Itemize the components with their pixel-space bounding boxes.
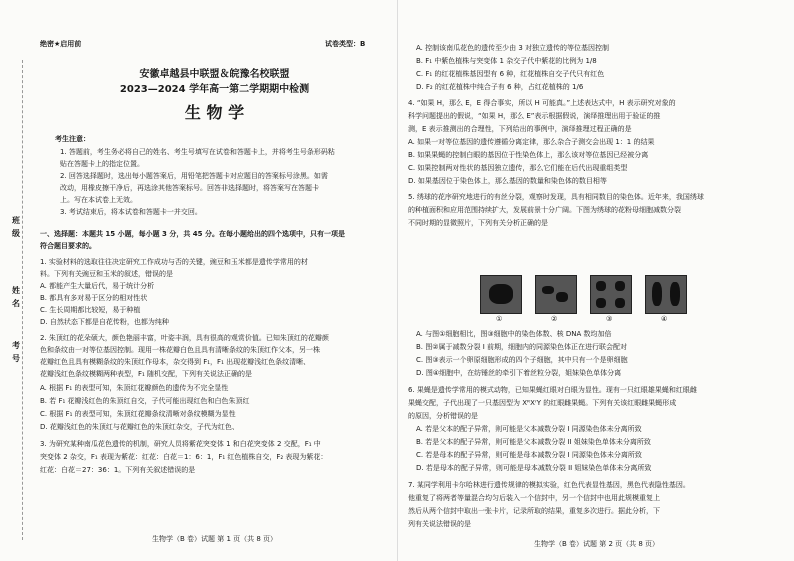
question-line: B. 如果果蝇的控制白眼的基因位于性染色体上，那么该对等位基因已经被分离 — [408, 151, 649, 159]
question-line: D. 图④细胞中，在纺锤丝的牵引下着丝粒分裂，姐妹染色单体分离 — [416, 369, 622, 377]
question-line: D. F₂ 的红花植株中纯合子有 6 种，占红花植株的 1/6 — [416, 83, 584, 91]
question-line: 花瓣红色且具有模糊条纹的朱顶红作母本，杂交得到 F₁，F₁ 出现花瓣浅红色条纹清晰、 — [40, 358, 311, 366]
question-line: 的种植面积和应用范围持续扩大，发展前景十分广阔。下图为绣球的花粉母细胞减数分裂 — [408, 206, 681, 214]
question-line: B. 若是父本的配子异常，则可能是父本减数分裂 II 姐妹染色单体未分离所致 — [416, 438, 651, 446]
binding-label: 姓 — [12, 286, 20, 295]
question-line: 料。下列有关豌豆和玉米的叙述，错误的是 — [40, 270, 173, 278]
question-line: A. 根据 F₁ 的表型可知，朱顶红花瓣颜色的遗传为不完全显性 — [40, 384, 229, 392]
figure-label: ④ — [661, 315, 668, 323]
question-line: 突变体 2 杂交，F₁ 表现为紫花：红花：白花＝1：6：1，F₁ 红色植株自交，F₂ 表现为紫花： — [40, 453, 328, 461]
question-line: 色和条纹由一对等位基因控制。现用一株花瓣白色且具有清晰条纹的朱顶红作父本，另一株 — [40, 346, 320, 354]
question-line: D. 若是母本的配子异常，则可能是母本减数分裂 II 姐妹染色单体未分离所致 — [416, 464, 652, 472]
question-line: B. 若 F₁ 花瓣浅红色的朱顶红自交，子代可能出现红色和白色朱顶红 — [40, 397, 250, 405]
question-line: 1. 实验材料的选取往往决定研究工作成功与否的关键，豌豆和玉米都是遗传学常用的材 — [40, 258, 308, 266]
notice-title: 考生注意： — [55, 135, 90, 143]
question-line: 4. “如果 H，那么 E，E 得合事实，所以 H 可能真。”上述表达式中，H 表示研究对象的 — [408, 99, 676, 107]
question-line: 然后从两个信封中取出一张卡片，记录所取的结果，重复多次进行。据此分析，下 — [408, 507, 660, 515]
question-line: 果蝇交配，子代出现了一只基因型为 XᴿXʳY 的红眼雌果蝇。下列有关该红眼雌果蝇形成 — [408, 399, 677, 407]
question-line: D. 花瓣浅红色的朱顶红与花瓣红色的朱顶红杂交，子代为红色、 — [40, 423, 239, 431]
question-line: C. F₁ 的红花植株基因型有 6 种，红花植株自交子代只有红色 — [416, 70, 605, 78]
exam-title-line2: 2023—2024 学年高一第二学期期中检测 — [119, 84, 310, 95]
figure-label: ③ — [606, 315, 613, 323]
question-line: B. 图②属于减数分裂 I 前期，细胞内的同源染色体正在进行联会配对 — [416, 343, 628, 351]
section-title: 符合题目要求的。 — [40, 242, 96, 250]
confidential-header: 绝密★启用前 — [40, 40, 82, 48]
notice-line: 贴在答题卡上的指定位置。 — [60, 160, 144, 168]
question-line: 不同时期的显微照片，下列有关分析正确的是 — [408, 219, 548, 227]
question-line: D. 如果基因位于染色体上，那么基因的数量和染色体的数目相等 — [408, 177, 607, 185]
binding-label: 班 — [12, 216, 20, 225]
notice-line: 上。写在本试卷上无效。 — [60, 196, 137, 204]
question-line: A. 若是父本的配子异常，则可能是父本减数分裂 I 同源染色体未分离所致 — [416, 425, 642, 433]
question-line: 花瓣浅红色条纹模糊两种表型，F₁ 随机交配，下列有关说法正确的是 — [40, 370, 253, 378]
question-line: C. 根据 F₁ 的表型可知，朱顶红花瓣条纹清晰对条纹模糊为显性 — [40, 410, 236, 418]
binding-margin — [0, 0, 32, 561]
micrograph-1 — [480, 275, 522, 314]
section-title: 一、选择题：本题共 15 小题，每小题 3 分，共 45 分。在每小题给出的四个选项中，只有一项是 — [40, 230, 345, 238]
binding-label: 名 — [12, 299, 20, 308]
notice-line: 2. 回答选择题时，选出每小题答案后，用铅笔把答题卡对应题目的答案标号涂黑。如需 — [60, 172, 328, 180]
question-line: A. 控制该南瓜花色的遗传至少由 3 对独立遗传的等位基因控制 — [416, 44, 610, 52]
micrograph-3 — [590, 275, 632, 314]
question-line: B. 都具有多对易于区分的相对性状 — [40, 294, 148, 302]
question-line: C. 图③表示一个卵原细胞形成的四个子细胞，其中只有一个是卵细胞 — [416, 356, 628, 364]
question-line: A. 与图①细胞相比，图③细胞中的染色体数、核 DNA 数均加倍 — [416, 330, 612, 338]
question-line: 列有关说法错误的是 — [408, 520, 471, 528]
subject-title: 生 物 学 — [184, 103, 245, 122]
question-line: 3. 为研究某种南瓜花色遗传的机制，研究人员将紫花突变体 1 和白花突变体 2 交配，F₁ 中 — [40, 440, 321, 448]
question-line: D. 自然状态下都是自花传粉，也都为纯种 — [40, 318, 169, 326]
question-line: 7. 某同学利用卡尔哈林进行遗传规律的模拟实验，红色代表显性基因，黑色代表隐性基因。 — [408, 481, 690, 489]
question-line: 5. 绣球的花序研究地进行的有丝分裂，观察时发现，具有相同数目的染色体。近年来，我国绣球 — [408, 193, 704, 201]
binding-label: 考 — [12, 341, 20, 350]
micrograph-2 — [535, 275, 577, 314]
figure-label: ② — [551, 315, 558, 323]
page-footer: 生物学（B 卷）试题 第 1 页（共 8 页） — [151, 535, 278, 543]
binding-label: 级 — [12, 229, 20, 238]
notice-line: 1. 答题前，考生务必将自己的姓名、考生号填写在试卷和答题卡上，并将考生号条形码粘 — [60, 148, 335, 156]
question-line: C. 若是母本的配子异常，则可能是母本减数分裂 I 同源染色体未分离所致 — [416, 451, 642, 459]
question-line: B. F₁ 中紫色植株与突变体 1 杂交子代中紫花的比例为 1/8 — [416, 57, 597, 65]
question-line: 2. 朱顶红的花朵硕大，颜色艳丽丰富，叶姿丰润，具有很高的观赏价值。已知朱顶红的花瓣颜 — [40, 334, 329, 342]
micrograph-4 — [645, 275, 687, 314]
figure-label: ① — [496, 315, 503, 323]
question-line: 的原因，分析错误的是 — [408, 412, 478, 420]
question-line: A. 都能产生大量后代，易于统计分析 — [40, 282, 155, 290]
question-line: A. 如果一对等位基因的遗传遵循分离定律，那么杂合子测交会出现 1：1 的结果 — [408, 138, 655, 146]
question-line: C. 如果控制两对性状的基因独立遗传，那么它们能在后代出现重组类型 — [408, 164, 628, 172]
paper-type: 试卷类型：B — [325, 40, 366, 48]
question-line: 他重复了将两者等量混合均匀后装入一个信封中，另一个信封中也用此规模重复上 — [408, 494, 660, 502]
question-line: C. 生长周期都比较短，易于种植 — [40, 306, 141, 314]
binding-dashed-line — [22, 60, 23, 540]
exam-page-2 — [397, 0, 794, 561]
page-footer: 生物学（B 卷）试题 第 2 页（共 8 页） — [533, 540, 660, 548]
question-line: 6. 果蝇是遗传学常用的模式动物，已知果蝇红眼对白眼为显性。现有一只红眼雄果蝇和红眼雌 — [408, 386, 697, 394]
notice-line: 改动，用橡皮擦干净后，再选涂其他答案标号。回答非选择题时，将答案写在答题卡 — [60, 184, 319, 192]
exam-title-line1: 安徽卓越县中联盟＆皖豫名校联盟 — [139, 69, 290, 80]
binding-label: 号 — [12, 354, 20, 363]
question-line: 科学问题提出的假说，“如果 H，那么 E”表示根据假说，演绎推理出用于验证的推 — [408, 112, 661, 120]
notice-line: 3. 考试结束后，将本试卷和答题卡一并交回。 — [60, 208, 202, 216]
question-line: 测，E 表示推测出的合理性，下列给出的事例中，演绎推理过程正确的是 — [408, 125, 632, 133]
question-line: 红花：白花＝27：36：1。下列有关叙述错误的是 — [40, 466, 196, 474]
